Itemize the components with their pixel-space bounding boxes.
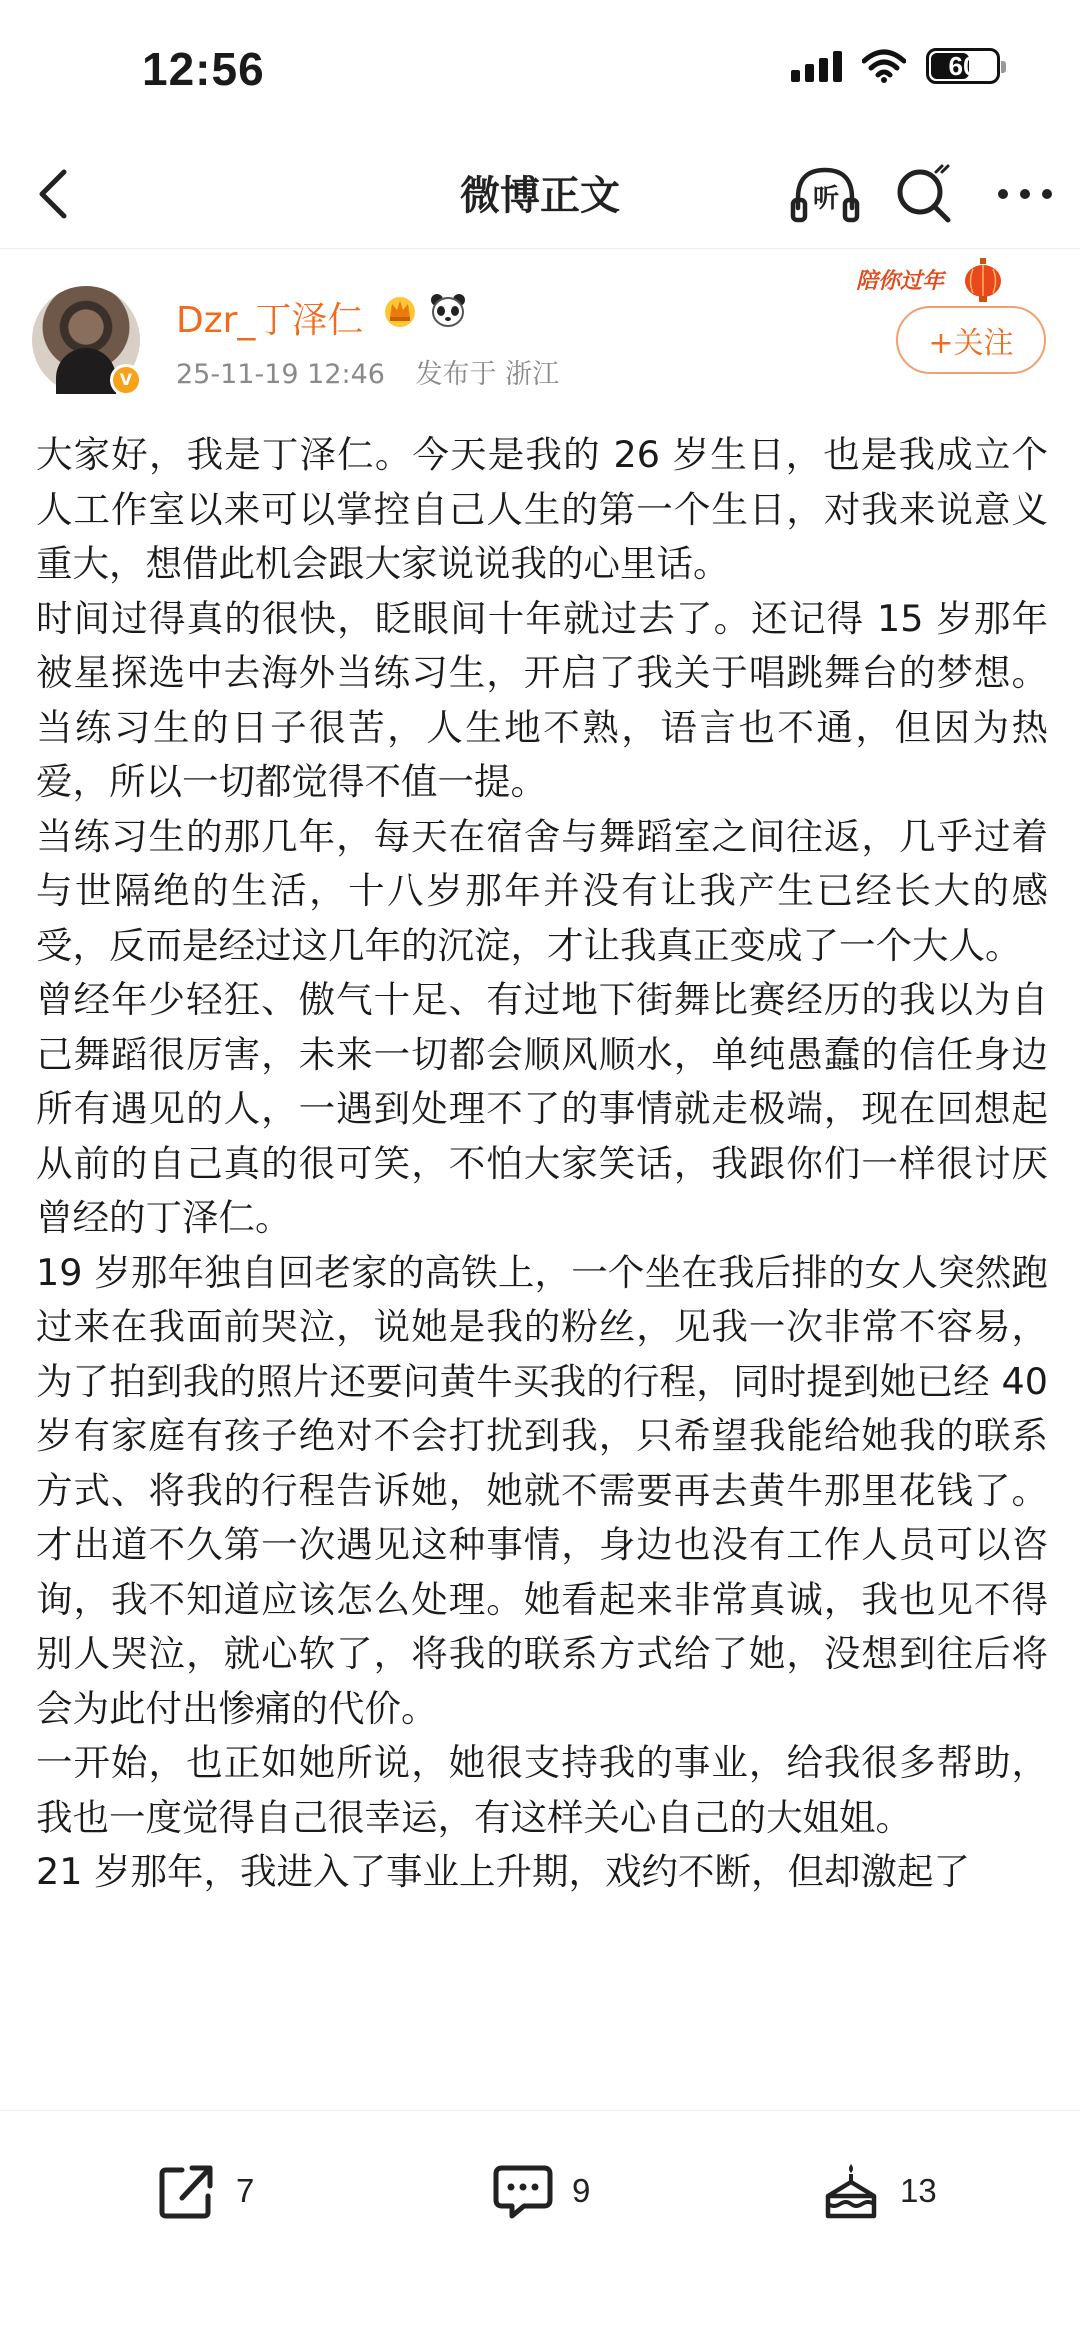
author-header: [0, 248, 1080, 418]
action-bar: [0, 2110, 1080, 2271]
repost-icon: [156, 2160, 218, 2222]
post-date: 25-11-19 12:46: [176, 359, 385, 390]
listen-button[interactable]: [790, 162, 860, 228]
listen-label: 听: [812, 184, 839, 214]
post-paragraph: 一开始，也正如她所说，她很支持我的事业，给我很多帮助，我也一度觉得自己很幸运，有这样关心自己的大姐姐。: [36, 1741, 1048, 1839]
page-title: 微博正文: [460, 173, 620, 219]
comment-icon: [492, 2160, 554, 2222]
home-indicator-area: [0, 2270, 1080, 2341]
post-location: 发布于 浙江: [415, 359, 560, 390]
status-bar: [0, 0, 1080, 140]
avatar-figure: [56, 348, 116, 394]
festive-tag: 陪你过年: [856, 269, 945, 294]
lantern-icon: [958, 256, 1008, 306]
like-count: 13: [900, 2172, 937, 2209]
signal-icon: [791, 50, 842, 82]
search-icon[interactable]: [892, 162, 956, 226]
repost-count: 7: [236, 2172, 255, 2209]
post-paragraph: 21 岁那年，我进入了事业上升期，戏约不断，但却激起了: [36, 1850, 971, 1893]
post-paragraph: 曾经年少轻狂、傲气十足、有过地下街舞比赛经历的我以为自己舞蹈很厉害，未来一切都会顺风顺水，单纯愚蠢的信任身边所有遇见的人，一遇到处理不了的事情就走极端，现在回想起从前的自己真的很可笑，不怕大家笑话，我跟你们一样很讨厌曾经的丁泽仁。: [36, 978, 1048, 1239]
name-badges: [380, 290, 468, 330]
wifi-icon: [862, 49, 906, 83]
status-icons: [791, 48, 1000, 84]
battery-level: 60: [948, 51, 978, 81]
more-icon[interactable]: [990, 162, 1060, 226]
text-fade-overlay: [0, 2080, 1080, 2114]
comment-button[interactable]: [492, 2159, 590, 2223]
status-time: 12:56: [142, 43, 265, 95]
post-meta: [176, 352, 559, 391]
cake-like-icon: [820, 2160, 882, 2222]
post-paragraph: 时间过得真的很快，眨眼间十年就过去了。还记得 15 岁那年被星探选中去海外当练习生，开启了我关于唱跳舞台的梦想。当练习生的日子很苦，人生地不熟，语言也不通，但因为热爱，所以一切都觉得不值一提。: [36, 596, 1048, 803]
follow-button[interactable]: +关注: [896, 306, 1046, 374]
author-name[interactable]: Dzr_丁泽仁: [176, 300, 364, 341]
panda-icon[interactable]: [428, 290, 468, 330]
like-button[interactable]: [820, 2159, 937, 2223]
battery-icon: [926, 48, 1000, 84]
avatar[interactable]: [32, 286, 140, 394]
repost-button[interactable]: [156, 2159, 254, 2223]
post-paragraph: 当练习生的那几年，每天在宿舍与舞蹈室之间往返，几乎过着与世隔绝的生活，十八岁那年并没有让我产生已经长大的感受，反而是经过这几年的沉淀，才让我真正变成了一个大人。: [36, 814, 1048, 967]
crown-icon[interactable]: [380, 290, 420, 330]
nav-bar: [0, 140, 1080, 249]
post-body: [36, 428, 1048, 2110]
verified-v-icon: V: [110, 364, 142, 396]
post-paragraph: 大家好，我是丁泽仁。今天是我的 26 岁生日，也是我成立个人工作室以来可以掌控自己人生的第一个生日，对我来说意义重大，想借此机会跟大家说说我的心里话。: [36, 433, 1048, 585]
post-paragraph: 19 岁那年独自回老家的高铁上，一个坐在我后排的女人突然跑过来在我面前哭泣，说她是我的粉丝，见我一次非常不容易，为了拍到我的照片还要问黄牛买我的行程，同时提到她已经 40 岁有家庭有孩子绝对不会打扰到我，只希望我能给她我的联系方式、将我的行程告诉她，她就不需要再去黄牛那里花钱了。才出道不久第一次遇见这种事情，身边也没有工作人员可以咨询，我不知道应该怎么处理。她看起来非常真诚，我也见不得别人哭泣，就心软了，将我的联系方式给了她，没想到往后将会为此付出惨痛的代价。: [36, 1250, 1048, 1730]
comment-count: 9: [572, 2172, 591, 2209]
